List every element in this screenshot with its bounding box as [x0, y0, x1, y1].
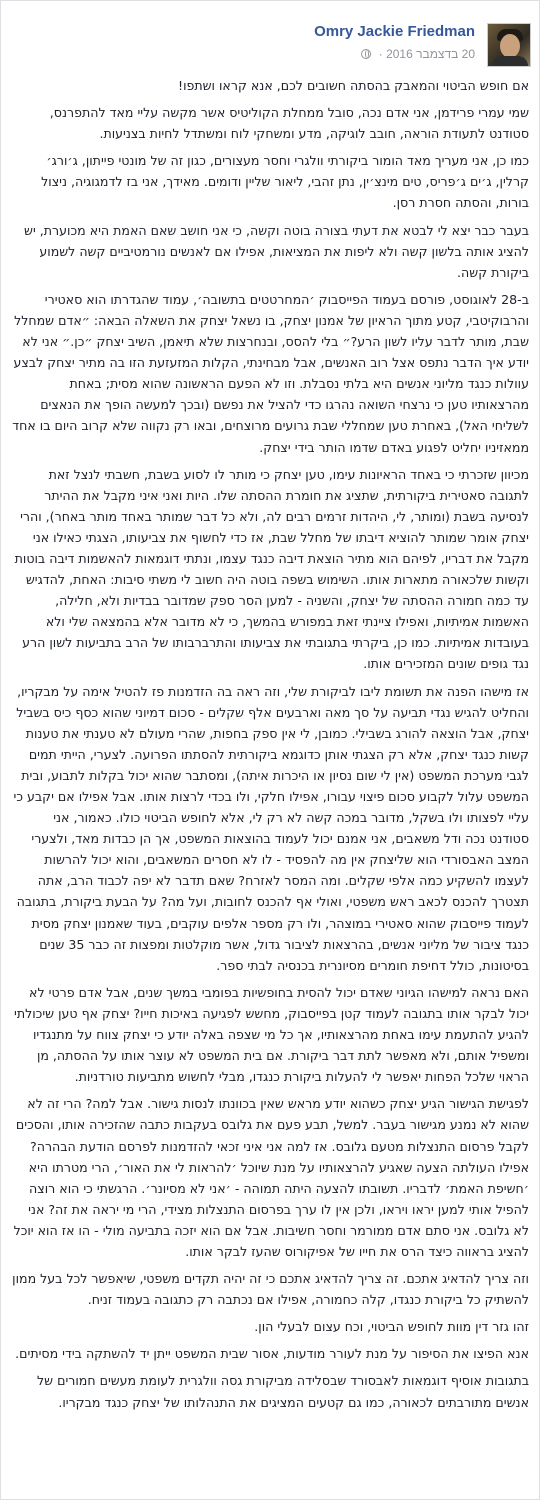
post-meta: [361, 47, 475, 61]
post-paragraph: בתגובות אוסיף דוגמאות לאבסורד שבסלידה מביקורת גסה וולגרית לעומת מעשים חמורים של אנשים מתורבתים לכאורה, כמו גם קטעים המציגים את התנהלותו של יצחק כנגד מבקריו.: [37, 1373, 529, 1410]
post-paragraph: ב-28 לאוגוסט, פורסם בעמוד הפייסבוק ׳המחרטטים בתשובה׳, עמוד שהגדרתו הוא סאטירי והרבוקיטבי, קטע מתוך הראיון של אמנון יצחק, בו נשאל יצחק את השאלה הבאה: ״אדם שמחלל שבת, מותר לדבר עליו לשון הרע?״ בלי להסס, ובנחרצות שלא תיאמן, השיב יצחק ״כן.״ אני לא יודע איך הדבר נתפס אצל רוב האנשים, אבל מבחינתי, הקלות המזעזעת הזו בה מתיר יצחק לבצע עוולות כנגד מליוני אנשים היא בלתי נסבלת. וזו לא הפעם הראשונה שהוא מסית; באחת מהרצאותיו טען כי נרצחי השואה נהרגו כדי להציל את נפשם (ובכך למעשה הופך את הנאצים לשליחי האל), באחרת טען שמחללי שבת גרועים מרוצחים, ובאו רק נקווה שלא קרוב היום בו אחד ממאזיניו יחליט לפגוע באדם שדמו הותר בידי יצחק.: [12, 291, 529, 455]
post-paragraph: לפגישת הגישור הגיע יצחק כשהוא יודע מראש שאין בכוונתו לנסות גישור. אבל למה? הרי זה לא שהוא לא נמנע מגישור בעבר. למשל, תבע פעם את גלובס בעקבות כתבה שהזכירה אותו, והסכים לקבל פרסום התנצלות מטעם גלובס. אז למה אני איני זכאי להזדמנות לפרסם הודעת הבהרה? אפילו העולתה הצעה שאגיע להרצאותיו על מנת שיוכל ׳להראות לי את האור׳, הרי מטרתו היא ׳חשיפת האמת׳ לדבריו. תשובתו להצעה היתה תמוהה - ׳אני לא מסיונר׳. הרגשתי כי הוא רוצה להפיל אותי למען יראו ויראו, ולכן אין לו ערך בפרסום התנצלות מצידי, הרי מי יראה את זה? אני לא גלובס. אני סתם אדם ממורמר וחסר חשיבות. אבל אם הוא יזכה בתביעה מולי - הו אז הוא יוכל להציג בראווה כיצד הרס את חייו של אפיקורוס שהעז לבקר אותו.: [13, 1096, 529, 1259]
post-paragraph: האם נראה למישהו הגיוני שאדם יכול להסית בחופשיות בפומבי במשך שנים, אבל אדם פרטי לא יכול לבקר אותו בתגובה לעמוד קטן בפייסבוק, מחשש לפגיעה באיכות חייו? יצחק אף טען שיכולתי להגיע להתעמת עימו באחת מהרצאותיו, אך כל מי שצפה באלה יודע כי יצחק צווח על מתנגדיו ומשפיל אותם, ולא מאפשר לתת דבר ביקורת. אם בית המשפט לא עוצר אותו על ההסתה, מן הראוי שלכל הפחות יאפשר לי להעלות ביקורת כנגדו, מבלי לחשוש מתביעות טורדניות.: [14, 984, 529, 1085]
author-avatar[interactable]: [487, 23, 531, 67]
author-name-link[interactable]: Omry Jackie Friedman: [314, 23, 475, 40]
post-header: [7, 15, 531, 67]
post-paragraph: זהו גזר דין מוות לחופש הביטוי, וכח עצום לבעלי הון.: [254, 1319, 529, 1335]
post-paragraph: אז מישהו הפנה את תשומת ליבו לביקורת שלי, וזה ראה בה הזדמנות פז להטיל אימה על מבקריו, והחליט להגיש נגדי תביעה על סך מאה וארבעים אלף שקלים - סכום דמיוני שהוא כסף כיס בשביל יצחק, אבל הוצאה להורג בשבילי. כמובן, לי אין ספק בחפות, שהרי מעולם לא טענתי את טענות קשות כנגד יצחק, אלא רק הצגתי אותן כדוגמא ביקורתית להסתתו הפרועה. לצערי, הייתי תמים לגבי מערכת המשפט (אין לי שום נסיון או היכרות איתה), ומסתבר שהוא יכול בקלות לתבוע, ובית המשפט עלול לקבוע סכום פיצוי עבורו, אפילו חלקי, ולו בכדי לרצות אותו. אבל אפילו אם יקבע כי עליי לפצותו ולו בשקל, מדובר במכה קשה לא רק לי, אלא לחופש הביטוי כולו. כאמור, אני סטודנט נכה ודל משאבים, אני אמנם יכול לעמוד בהוצאות המשפט, אך הן כבדות מאד, ולצערי המצב האבסורדי הוא שליצחק אין מה להפסיד - לו לא חסרים המשאבים, והוא יכול להרשות לעצמו להשקיע כמה אלפי שקלים. ומה המסר לאזרח? שאם תדבר לא יפה לכבוד הרב, אתה תצטרך להכנס לכאב ראש משפטי, ואולי אף להכנס לחובות, ועל מה? על הבעת ביקורת, בתגובה לעמוד פייסבוק שהוא סאטירי במוצהר, ולו רק מספר אלפים עוקבים, בעוד שאמנון יצחק מסית כנגד ציבור של מליוני אנשים, בהרצאות לציבור גדול, אשר מוקלטות ומפצות זה כבר 35 שנים בסיטונות, כולל דחיפת חומרים מסיונרית בכנסיה לבתי ספר.: [13, 683, 529, 973]
middle-dot: ·: [375, 47, 383, 61]
post-paragraph: מכיוון שזכרתי כי באחד הראיונות עימו, טען יצחק כי מותר לו לסוע בשבת, חשבתי לנצל זאת לתגובה סאטירית ביקורתית, שתציג את חומרת ההסתה שלו. היות ואני איני מקבל את ההיתר לנסיעה בשבת (ומותר, לי, היהדות זרמים רבים לה, ולא כל דבר שמותר באחד מותר באחר), והרי יצחק אומר שמותר להוציא דיבתו של מחלל שבת, אז כדי לחשוף את צביעותו, הצגתי כאילו אני מקבל את דבריו, לפיהם הוא מתיר הוצאת דיבה כנגד עצמו, ונתתי דוגמאות להאשמות דיבה בוטות וקשות שלכאורה מתארות אותו. השימוש בשפה בוטה היה חשוב לי משתי סיבות: האחת, להדגיש עד כמה חמורה ההסתה של יצחק, והשניה - למען הסר ספק שמדובר בבדיות ולא, חלילה, האשמות אמיתיות, ואפילו ציינתי זאת במפורש בהמשך, כי לא מדובר אלא בהמצאה שלי ולא בעובדות אמיתיות. כמו כן, ביקרתי בתגובתי את צביעותו והתרברבותו של הרב בתביעות לשון הרע נגד גופים שונים המזכירים אותו.: [14, 466, 529, 672]
post-paragraph: כמו כן, אני מעריך מאד הומור ביקורתי וולגרי וחסר מעצורים, כגון זה של מונטי פייתון, ג׳ורג׳ קרלין, ג׳ים ג׳פריס, טים מינצ׳ין, נתן זהבי, ליאור שליין ודומים. מאידך, אני בז לדמגוגיה, ניצול בורות, והסתה חסרת רסן.: [41, 153, 529, 211]
post-paragraph: שמי עמרי פרידמן, אני אדם נכה, סובל ממחלת הקוליטיס אשר מקשה עליי מאד להתפרנס, סטודנט לתעודת הוראה, חובב לוגיקה, מדע ומשחקי לוח ומשתדל לחיות בצניעות.: [49, 105, 529, 142]
post-paragraph: בעבר כבר יצא לי לבטא את דעתי בצורה בוטה וקשה, כי אני חושב שאם האמת היא מכוערת, יש להציג אותה בלשון קשה ולא ליפות את המציאות, אפילו אם לאנשים נורמטיביים קשה לשמוע ביקורת קשה.: [24, 222, 529, 280]
post-paragraph: אנא הפיצו את הסיפור על מנת לעורר מודעות, אסור שבית המשפט ייתן יד להשתקה בידי מסיתים.: [15, 1346, 529, 1362]
avatar-body: [492, 56, 528, 67]
post-paragraph: וזה צריך להדאיג אתכם. זה צריך להדאיג אתכם כי זה יהיה תקדים משפטי, שיאפשר לכל בעל ממון להשתיק כל ביקורת כנגדו, קלה כחמורה, אפילו אם נכתבה רק כתגובה בעמוד זניח.: [12, 1271, 529, 1308]
post-body: [11, 75, 529, 1419]
post-date-link[interactable]: 20 בדצמבר 2016: [386, 47, 475, 61]
globe-icon[interactable]: [361, 49, 371, 59]
avatar-face: [500, 34, 520, 58]
post-paragraph: אם חופש הביטוי והמאבק בהסתה חשובים לכם, אנא קראו ושתפו!: [178, 78, 529, 93]
